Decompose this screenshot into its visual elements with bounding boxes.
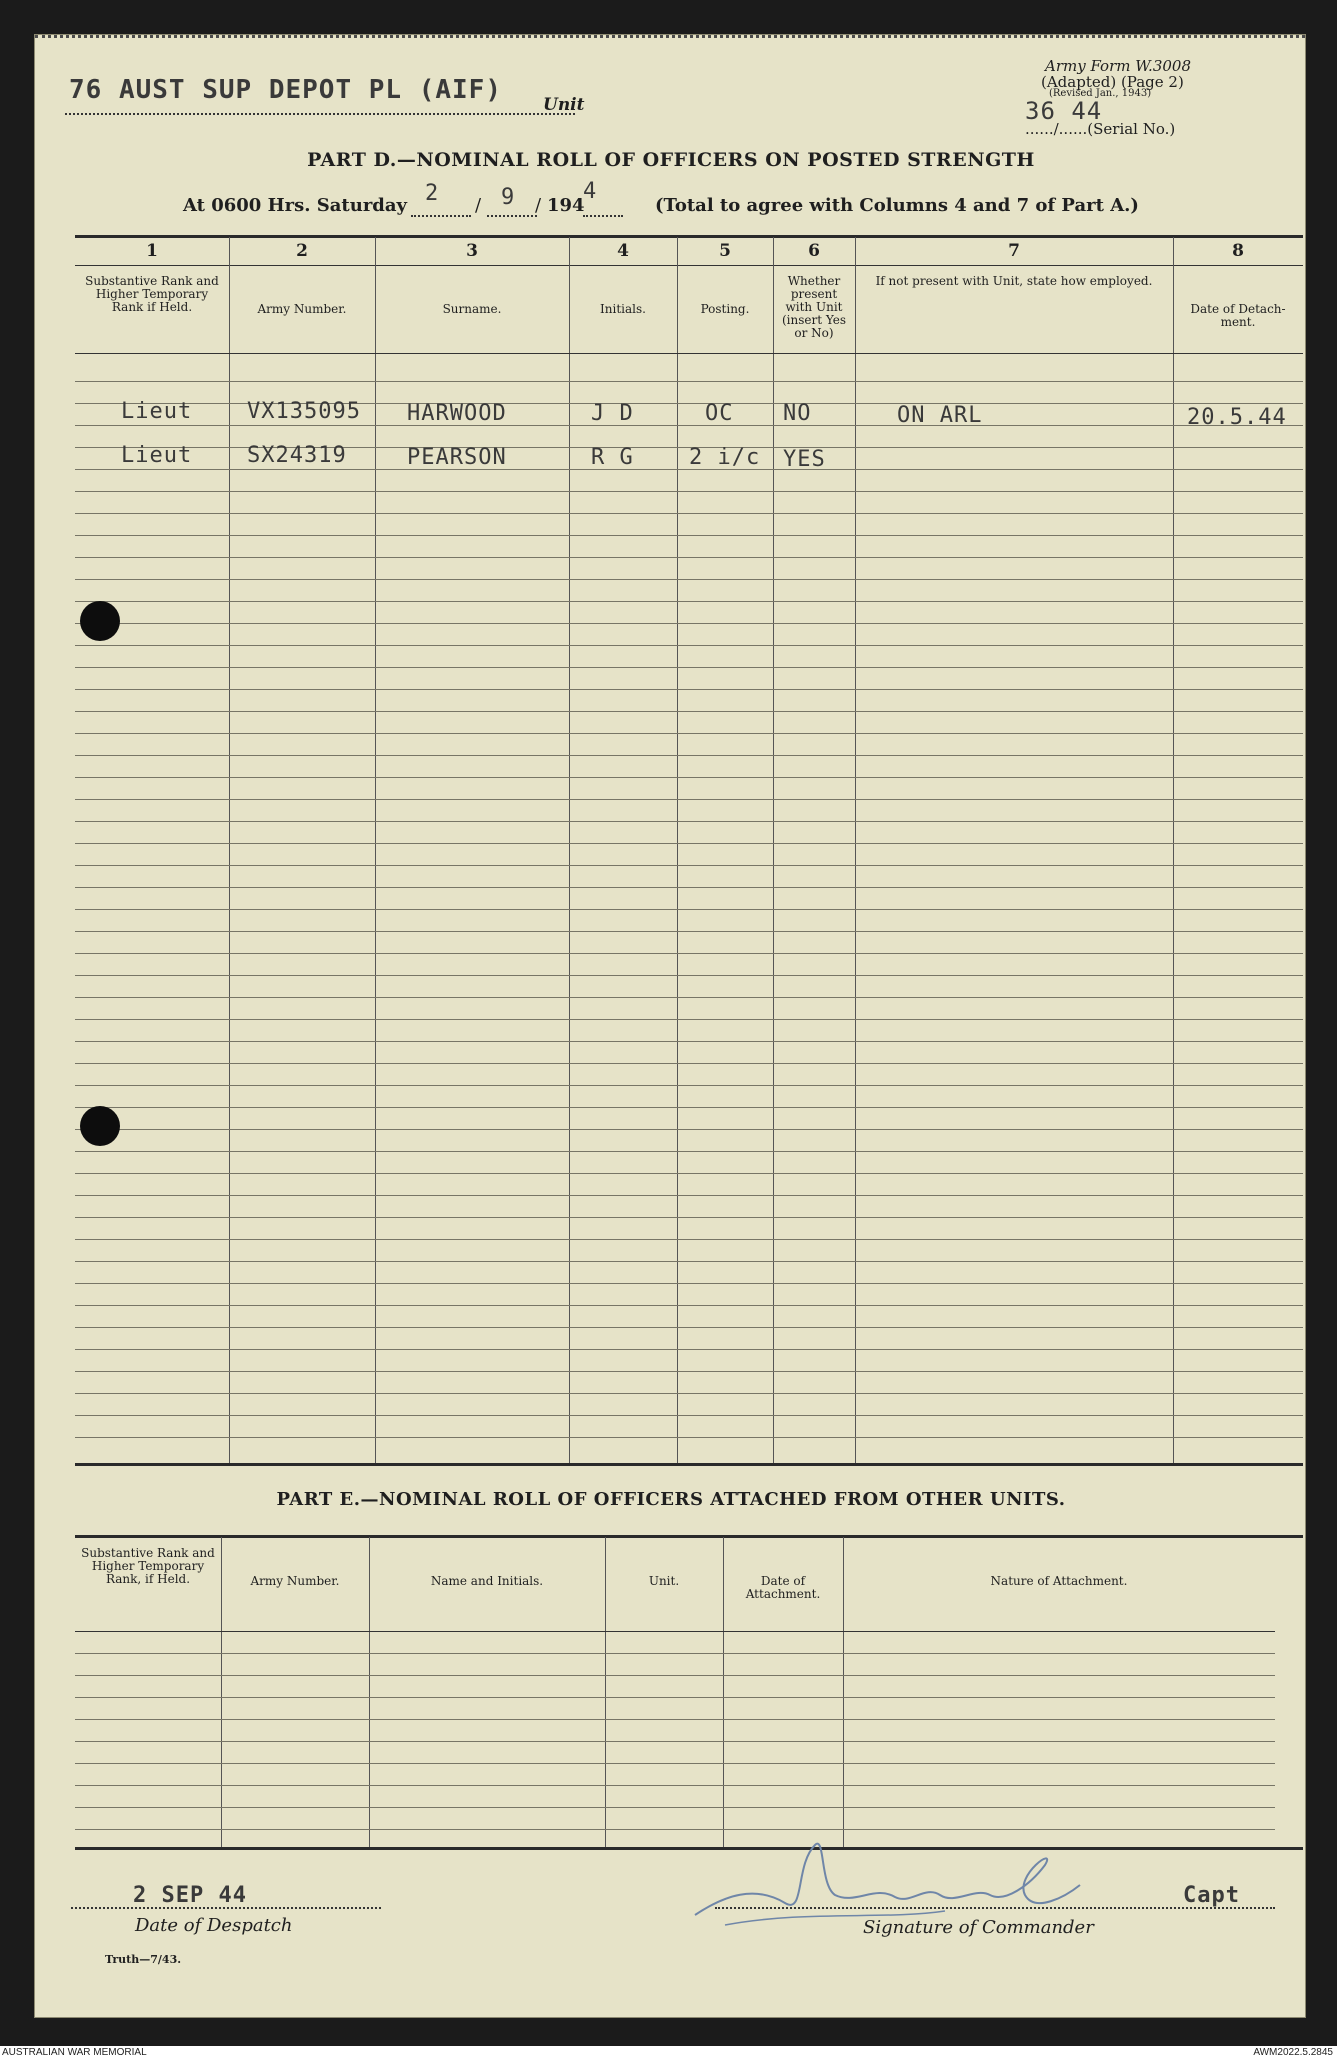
col-divider [229,237,230,1463]
archive-name: AUSTRALIAN WAR MEMORIAL [2,2047,147,2058]
row1-surname: HARWOOD [407,401,507,426]
date-slash-2: / [535,195,542,216]
col-header: Surname. [442,302,502,316]
header-rule [75,353,1303,354]
ruled-line [75,1129,1303,1130]
col-header: Name and Initials. [430,1574,544,1588]
ruled-line [75,1041,1303,1042]
ruled-line [75,1107,1303,1108]
col-header: Substantive Rank and Higher Temporary Rank, if Held. [81,1546,215,1586]
col-divider [569,237,570,1463]
ruled-line [75,1085,1303,1086]
ruled-line [75,1763,1275,1764]
unit-dotline [65,113,575,115]
col-header: Whether present with Unit (insert Yes or No) [781,274,847,340]
col-divider [375,237,376,1463]
date-prefix: At 0600 Hrs. Saturday [183,195,408,216]
ruled-line [75,1327,1303,1328]
col-divider [1173,237,1174,1463]
date-year-prefix: 194 [547,195,585,216]
ruled-line [75,381,1303,382]
part-d-top-rule [75,235,1303,238]
ruled-line [75,1173,1303,1174]
signature-label: Signature of Commander [863,1917,1094,1938]
ruled-line [75,1217,1303,1218]
commander-rank: Capt [1183,1883,1240,1908]
ruled-line [75,623,1303,624]
part-d-title: PART D.—NOMINAL ROLL OF OFFICERS ON POSTED STRENGTH [307,149,1035,171]
row1-posting: OC [705,401,734,426]
perforated-edge [35,35,1305,42]
col-divider [843,1537,844,1847]
punch-hole-upper [80,601,120,641]
col-header: Army Number. [250,1574,340,1588]
despatch-dotline [71,1907,381,1909]
row2-posting: 2 i/c [689,445,761,470]
ruled-line [75,1349,1303,1350]
ruled-line [75,601,1303,602]
col-number: 6 [808,241,820,261]
form-sheet [34,34,1306,2018]
ruled-line [75,667,1303,668]
ruled-line [75,1195,1303,1196]
ruled-line [75,953,1303,954]
col-header: Initials. [600,302,646,316]
date-month: 9 [501,185,516,210]
row1-present: NO [783,401,812,426]
col-divider [773,237,774,1463]
row2-army-number: SX24319 [247,443,347,468]
col-number: 4 [617,241,629,261]
col-divider [221,1537,222,1847]
ruled-line [75,755,1303,756]
despatch-label: Date of Despatch [135,1915,293,1936]
ruled-line [75,865,1303,866]
ruled-line [75,1415,1303,1416]
row2-rank: Lieut [121,443,193,468]
row2-initials: R G [591,445,634,470]
col-header: Substantive Rank and Higher Temporary Rank if Held. [85,274,219,314]
row1-rank: Lieut [121,399,193,424]
ruled-line [75,513,1303,514]
date-month-line [487,215,537,217]
ruled-line [75,1063,1303,1064]
col-number: 7 [1008,241,1020,261]
ruled-line [75,1741,1275,1742]
ruled-line [75,1697,1275,1698]
ruled-line [75,1807,1275,1808]
col-number: 3 [466,241,478,261]
ruled-line [75,1437,1303,1438]
date-day: 2 [425,181,440,206]
ruled-line [75,535,1303,536]
col-header: If not present with Unit, state how employed. [875,274,1153,288]
ruled-line [75,1019,1303,1020]
printer-mark: Truth—7/43. [105,1953,182,1966]
col-divider [855,237,856,1463]
serial-typed: 36 44 [1025,97,1103,125]
ruled-line [75,733,1303,734]
ruled-line [75,1261,1303,1262]
ruled-line [75,1305,1303,1306]
ruled-line [75,579,1303,580]
part-d-bottom-rule [75,1463,1303,1466]
form-revised: (Revised Jan., 1943) [1049,88,1152,99]
ruled-line [75,1151,1303,1152]
ruled-line [75,997,1303,998]
ruled-line [75,557,1303,558]
col-divider [605,1537,606,1847]
date-slash: / [475,195,482,216]
form-adapted: (Adapted) (Page 2) [1041,73,1184,91]
ruled-line [75,1371,1303,1372]
col-divider [723,1537,724,1847]
ruled-line [75,975,1303,976]
ruled-line [75,491,1303,492]
archive-bar [0,2046,1337,2061]
col-header: Army Number. [257,302,347,316]
unit-label: Unit [543,95,585,115]
ruled-line [75,1675,1275,1676]
col-number-rule [75,265,1303,266]
header-rule [75,1631,1275,1632]
col-divider [369,1537,370,1847]
ruled-line [75,887,1303,888]
despatch-date: 2 SEP 44 [133,1883,247,1908]
ruled-line [75,1283,1303,1284]
row2-present: YES [783,447,826,472]
punch-hole-lower [80,1106,120,1146]
ruled-line [75,1785,1275,1786]
ruled-line [75,1719,1275,1720]
part-e-title: PART E.—NOMINAL ROLL OF OFFICERS ATTACHED FROM OTHER UNITS. [276,1489,1066,1510]
row1-detachment: 20.5.44 [1187,405,1287,430]
col-number: 2 [296,241,308,261]
ruled-line [75,689,1303,690]
row1-initials: J D [591,401,634,426]
col-header: Posting. [700,302,750,316]
row1-army-number: VX135095 [247,399,361,424]
ruled-line [75,843,1303,844]
archive-accession: AWM2022.5.2845 [1253,2047,1333,2058]
ruled-line [75,821,1303,822]
date-year-line [583,215,623,217]
date-note: (Total to agree with Columns 4 and 7 of Part A.) [655,195,1139,216]
col-header: Unit. [648,1574,680,1588]
col-number: 5 [719,241,731,261]
unit-name: 76 AUST SUP DEPOT PL (AIF) [69,75,502,105]
ruled-line [75,909,1303,910]
ruled-line [75,777,1303,778]
ruled-line [75,1239,1303,1240]
ruled-line [75,645,1303,646]
row2-surname: PEARSON [407,445,507,470]
date-year-suffix: 4 [583,179,598,204]
part-e-top-rule [75,1535,1303,1538]
ruled-line [75,711,1303,712]
serial-label: ....../......(Serial No.) [1025,120,1176,138]
ruled-line [75,799,1303,800]
col-number: 1 [146,241,158,261]
row1-employed: ON ARL [897,403,983,428]
form-number: Army Form W.3008 [1045,57,1191,75]
date-day-line [411,215,471,217]
ruled-line [75,931,1303,932]
col-divider [677,237,678,1463]
ruled-line [75,1653,1275,1654]
col-header: Date of Detach-ment. [1190,302,1286,329]
ruled-line [75,425,1303,426]
ruled-line [75,1393,1303,1394]
col-number: 8 [1232,241,1244,261]
col-header: Nature of Attachment. [990,1574,1128,1588]
col-header: Date of Attachment. [745,1574,821,1601]
